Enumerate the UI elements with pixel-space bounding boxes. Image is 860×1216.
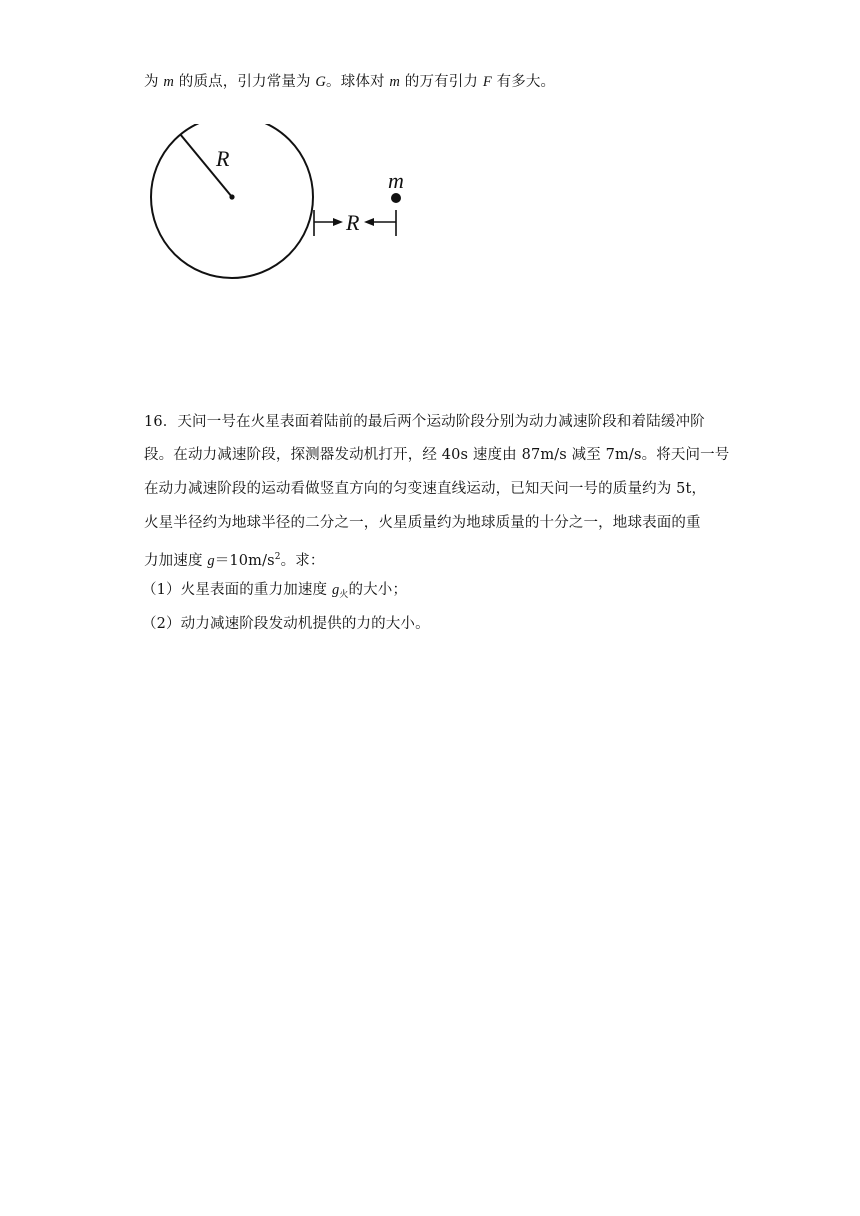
q16-line-2: 段。在动力减速阶段，探测器发动机打开，经 40s 速度由 87m/s 减至 7m/s。将天问一号 <box>144 447 730 463</box>
sphere-center-dot <box>229 194 234 199</box>
dimension-left-arrowhead <box>333 218 343 226</box>
point-mass-dot <box>391 193 401 203</box>
q16-subquestion-1: （1）火星表面的重力加速度 $g_火$的大小； <box>142 582 408 600</box>
q15-text-line: 为 m 的质点，引力常量为 G。球体对 m 的万有引力 F 有多大。 <box>144 74 556 90</box>
var-g-mars: g <box>331 582 340 598</box>
var-F: F <box>482 74 492 90</box>
dimension-right-arrowhead <box>364 218 374 226</box>
q16-line-5: 力加速度 $g=10m/s^2$。求： <box>144 552 325 569</box>
q16-line-3: 在动力减速阶段的运动看做竖直方向的匀变速直线运动，已知天问一号的质量约为 5t， <box>144 481 707 497</box>
var-G: G <box>315 74 327 90</box>
radius-label: R <box>216 146 230 171</box>
var-m: m <box>163 74 175 90</box>
sphere-mass-figure <box>144 124 424 288</box>
q16-subquestion-2: （2）动力减速阶段发动机提供的力的大小。 <box>142 616 430 632</box>
sphere-outline <box>151 124 313 278</box>
mass-label: m <box>388 168 404 193</box>
var-g: g <box>207 553 215 569</box>
distance-label: R <box>346 210 360 235</box>
var-m: m <box>389 74 401 90</box>
q16-line-1: 16．天问一号在火星表面着陆前的最后两个运动阶段分别为动力减速阶段和着陆缓冲阶 <box>144 414 705 430</box>
q16-line-4: 火星半径约为地球半径的二分之一，火星质量约为地球质量的十分之一，地球表面的重 <box>144 515 701 531</box>
